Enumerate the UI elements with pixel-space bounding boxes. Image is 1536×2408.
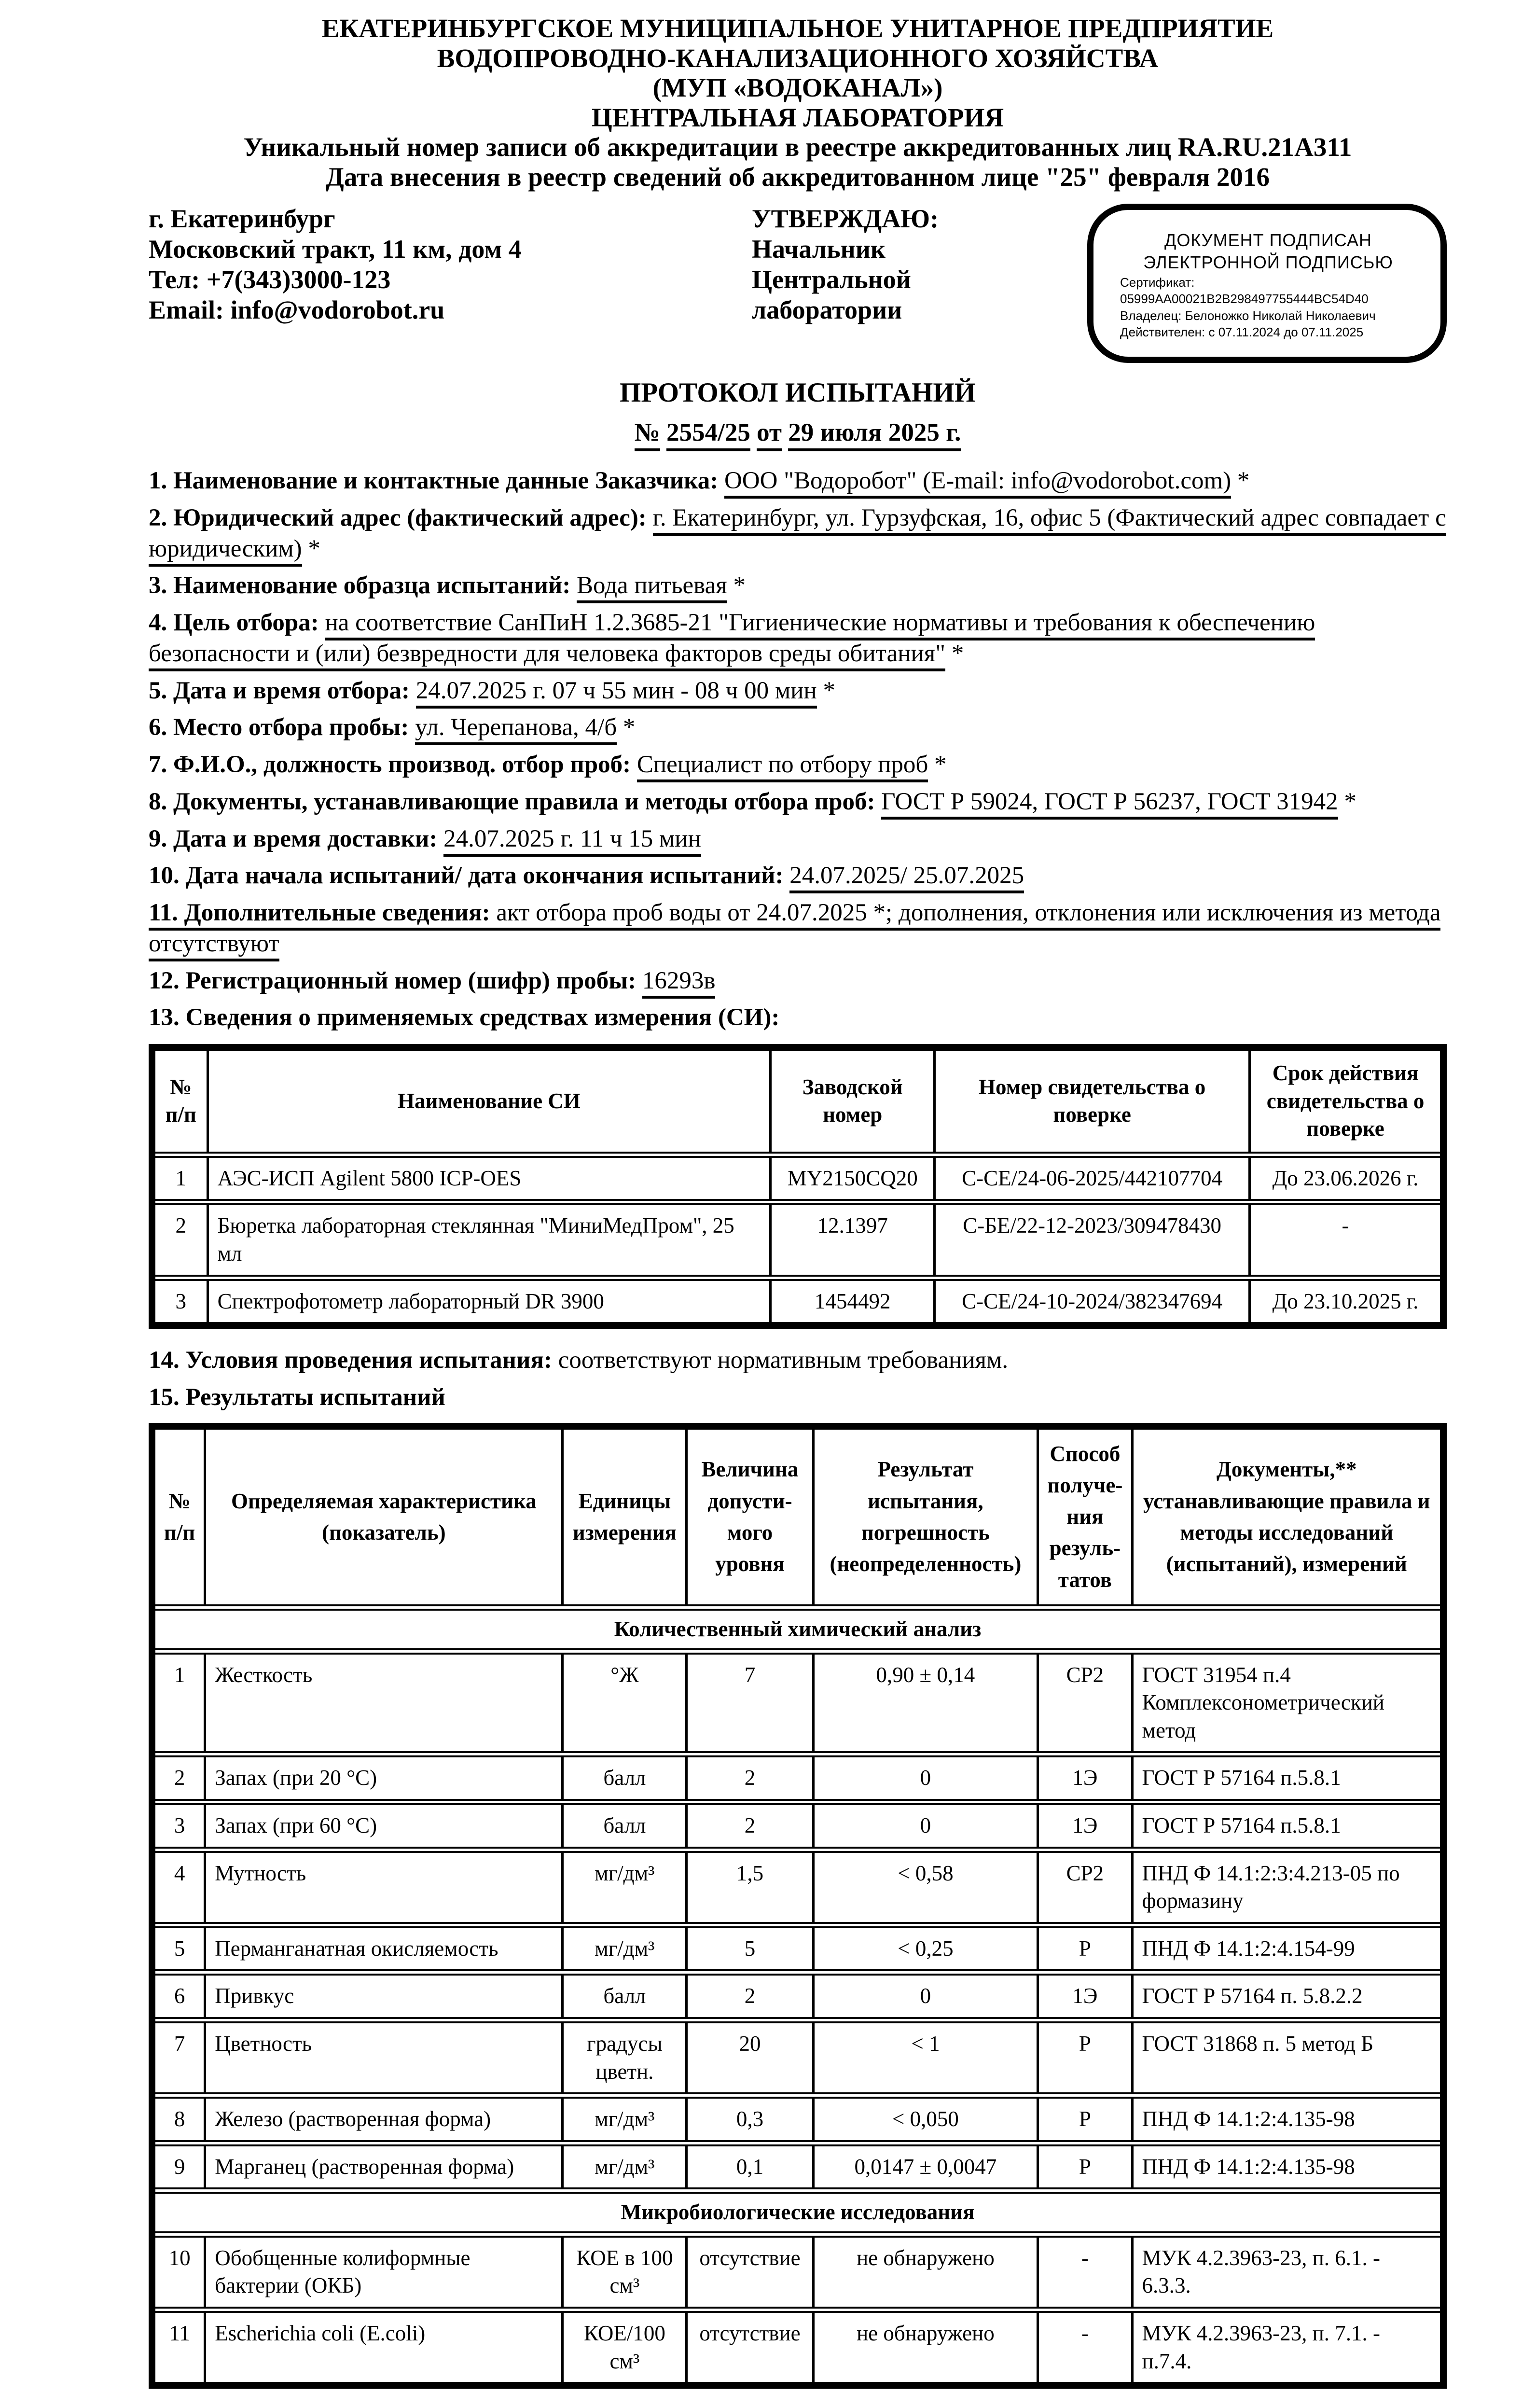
stamp-validity: Действителен: с 07.11.2024 до 07.11.2025 <box>1120 325 1364 340</box>
approval-position-line2: лаборатории <box>752 295 902 325</box>
item-label: 5. Дата и время отбора: <box>149 677 410 704</box>
footnote-star: * <box>951 640 964 667</box>
result-cell: не обнаружено <box>813 2234 1038 2310</box>
protocol-item-4 <box>149 608 1447 669</box>
table-row <box>152 1651 1443 1754</box>
result-cell: 20 <box>687 2020 813 2095</box>
si-cell: 12.1397 <box>771 1202 935 1278</box>
footnote-star: * <box>1237 467 1250 495</box>
result-cell: ГОСТ Р 57164 п. 5.8.2.2 <box>1132 1973 1443 2020</box>
digital-signature-stamp <box>1087 204 1447 363</box>
result-cell: градусы цветн. <box>563 2020 687 2095</box>
item-label: 1. Наименование и контактные данные Заказчика: <box>149 467 719 495</box>
result-cell: 7 <box>152 2020 205 2095</box>
item-value: 24.07.2025 г. 11 ч 15 мин <box>443 825 701 857</box>
result-cell: Р <box>1038 1925 1132 1973</box>
result-cell: < 1 <box>813 2020 1038 2095</box>
result-cell: отсутствие <box>687 2310 813 2386</box>
protocol-item-5 <box>149 676 1447 707</box>
item-label: 13. Сведения о применяемых средствах измерения (СИ): <box>149 1004 780 1031</box>
result-cell: - <box>1038 2234 1132 2310</box>
column-header: Номер свидетельства о поверке <box>935 1047 1250 1155</box>
item-test-conditions <box>149 1345 1447 1376</box>
result-cell: Escherichia coli (E.coli) <box>205 2310 563 2386</box>
item-underlined-group <box>149 899 1440 961</box>
lab-phone: Тел: +7(343)3000-123 <box>149 264 391 294</box>
item-value: ООО "Водоробот" (E-mail: info@vodorobot.com) <box>724 467 1231 499</box>
result-cell: 2 <box>687 1754 813 1802</box>
result-cell: < 0,050 <box>813 2096 1038 2144</box>
result-cell: КОЕ/100 см³ <box>563 2310 687 2386</box>
item-label: 3. Наименование образца испытаний: <box>149 572 571 599</box>
si-cell: До 23.06.2026 г. <box>1250 1155 1443 1202</box>
result-cell: 2 <box>152 1754 205 1802</box>
result-cell: 2 <box>687 1973 813 2020</box>
item-value: г. Екатеринбург, ул. Гурзуфская, 16, офис 5 (Фактический адрес совпадает с юридическим) <box>149 504 1446 567</box>
table-row <box>152 1850 1443 1925</box>
protocol-item-11 <box>149 898 1447 960</box>
si-cell: АЭС-ИСП Agilent 5800 ICP-OES <box>208 1155 771 1202</box>
result-cell: 6 <box>152 1973 205 2020</box>
table-row <box>152 2096 1443 2144</box>
protocol-item-7 <box>149 750 1447 780</box>
column-header: № п/п <box>152 1047 208 1155</box>
result-cell: балл <box>563 1802 687 1850</box>
result-cell: Запах (при 20 °С) <box>205 1754 563 1802</box>
item-label: 2. Юридический адрес (фактический адрес): <box>149 504 647 531</box>
si-cell: С-СЕ/24-10-2024/382347694 <box>935 1278 1250 1325</box>
result-cell: ГОСТ 31868 п. 5 метод Б <box>1132 2020 1443 2095</box>
lab-email: Email: info@vodorobot.ru <box>149 295 445 325</box>
si-cell: Спектрофотометр лабораторный DR 3900 <box>208 1278 771 1325</box>
footnote-star: * <box>934 751 947 779</box>
stamp-certificate: Сертификат: 05999AA00021B2B298497755444BC54D40 <box>1120 275 1369 306</box>
protocol-number-part: 29 июля 2025 г. <box>788 418 961 451</box>
item-results-heading: 15. Результаты испытаний <box>149 1383 445 1411</box>
lab-city: г. Екатеринбург <box>149 204 335 233</box>
org-name-line2: ВОДОПРОВОДНО-КАНАЛИЗАЦИОННОГО ХОЗЯЙСТВА <box>437 43 1159 73</box>
result-cell: 1Э <box>1038 1973 1132 2020</box>
result-cell: СР2 <box>1038 1850 1132 1925</box>
result-cell: ГОСТ Р 57164 п.5.8.1 <box>1132 1802 1443 1850</box>
result-cell: Железо (растворенная форма) <box>205 2096 563 2144</box>
result-cell: Привкус <box>205 1973 563 2020</box>
item-value: акт отбора проб воды от 24.07.2025 *; дополнения, отклонения или исключения из метода отсутствуют <box>149 899 1441 957</box>
item-label: 8. Документы, устанавливающие правила и методы отбора проб: <box>149 788 875 815</box>
result-cell: 11 <box>152 2310 205 2386</box>
result-cell: мг/дм³ <box>563 2143 687 2191</box>
item-label: 4. Цель отбора: <box>149 609 319 637</box>
item-label: 11. Дополнительные сведения: <box>149 899 490 927</box>
table-row <box>152 2143 1443 2191</box>
test-results-table <box>149 1423 1447 2389</box>
approval-position-line1: Начальник Центральной <box>752 234 911 294</box>
result-cell: 0,0147 ± 0,0047 <box>813 2143 1038 2191</box>
result-cell: 2 <box>687 1802 813 1850</box>
footnote-star: * <box>823 677 835 704</box>
si-header-row <box>152 1047 1443 1155</box>
result-cell: 3 <box>152 1802 205 1850</box>
item-value: 24.07.2025/ 25.07.2025 <box>789 862 1024 893</box>
protocol-item-1 <box>149 466 1447 497</box>
result-cell: 1Э <box>1038 1802 1132 1850</box>
result-cell: мг/дм³ <box>563 2096 687 2144</box>
result-cell: ГОСТ 31954 п.4 Комплексонометрический метод <box>1132 1651 1443 1754</box>
result-cell: 1 <box>152 1651 205 1754</box>
result-cell: мг/дм³ <box>563 1925 687 1973</box>
result-cell: Р <box>1038 2143 1132 2191</box>
column-header: Заводской номер <box>771 1047 935 1155</box>
result-cell: 9 <box>152 2143 205 2191</box>
lab-address: Московский тракт, 11 км, дом 4 <box>149 234 522 264</box>
result-cell: - <box>1038 2310 1132 2386</box>
result-cell: 0,3 <box>687 2096 813 2144</box>
approval-word: УТВЕРЖДАЮ: <box>752 204 939 233</box>
accreditation-date-line: Дата внесения в реестр сведений об аккредитованном лице "25" февраля 2016 <box>326 162 1270 192</box>
table-row <box>152 1802 1443 1850</box>
column-header: Наименование СИ <box>208 1047 771 1155</box>
result-cell: КОЕ в 100 см³ <box>563 2234 687 2310</box>
column-header: Документы,** устанавливающие правила и методы исследований (испытаний), измерений <box>1132 1426 1443 1608</box>
table-row <box>152 2191 1443 2235</box>
column-header: Определяемая характеристика (показатель) <box>205 1426 563 1608</box>
protocol-item-12 <box>149 966 1447 997</box>
result-cell: не обнаружено <box>813 2310 1038 2386</box>
column-header: Срок действия свидетельства о поверке <box>1250 1047 1443 1155</box>
stamp-title-line2: ЭЛЕКТРОННОЙ ПОДПИСЬЮ <box>1143 252 1393 273</box>
result-cell: 1,5 <box>687 1850 813 1925</box>
stamp-title <box>1120 229 1416 275</box>
protocol-number-line <box>149 417 1447 448</box>
footnote-star: * <box>308 535 320 562</box>
result-cell: отсутствие <box>687 2234 813 2310</box>
si-cell: 2 <box>152 1202 208 1278</box>
result-cell: 4 <box>152 1850 205 1925</box>
stamp-title-line1: ДОКУМЕНТ ПОДПИСАН <box>1164 230 1372 250</box>
protocol-item-6 <box>149 712 1447 743</box>
item-value: Вода питьевая <box>577 572 727 603</box>
table-row <box>152 1202 1443 1278</box>
table-row <box>152 2310 1443 2386</box>
table-row <box>152 1278 1443 1325</box>
measuring-instruments-table <box>149 1044 1447 1329</box>
protocol-items <box>149 466 1447 1033</box>
result-cell: Перманганатная окисляемость <box>205 1925 563 1973</box>
si-cell: 3 <box>152 1278 208 1325</box>
org-lab-name: ЦЕНТРАЛЬНАЯ ЛАБОРАТОРИЯ <box>591 102 1004 132</box>
si-cell: MY2150CQ20 <box>771 1155 935 1202</box>
protocol-item-2 <box>149 503 1447 565</box>
column-header: Единицы измерения <box>563 1426 687 1608</box>
result-cell: Мутность <box>205 1850 563 1925</box>
result-cell: 0 <box>813 1802 1038 1850</box>
result-cell: МУК 4.2.3963-23, п. 6.1. - 6.3.3. <box>1132 2234 1443 2310</box>
item-label: 7. Ф.И.О., должность производ. отбор проб: <box>149 751 631 779</box>
section-header-cell: Количественный химический анализ <box>152 1607 1443 1651</box>
protocol-item-9 <box>149 824 1447 855</box>
accreditation-number-line: Уникальный номер записи об аккредитации в реестре аккредитованных лиц RA.RU.21А311 <box>243 132 1352 162</box>
result-cell: 1Э <box>1038 1754 1132 1802</box>
footnote-star: * <box>1344 788 1356 815</box>
result-cell: 7 <box>687 1651 813 1754</box>
column-header: Способ получе-ния резуль-татов <box>1038 1426 1132 1608</box>
protocol-number-part: 2554/25 <box>666 418 750 451</box>
top-info-row <box>149 204 1447 363</box>
result-cell: 5 <box>687 1925 813 1973</box>
result-cell: 0,90 ± 0,14 <box>813 1651 1038 1754</box>
item-value: ул. Черепанова, 4/б <box>415 714 617 745</box>
result-cell: ПНД Ф 14.1:2:4.135-98 <box>1132 2096 1443 2144</box>
item-value: 24.07.2025 г. 07 ч 55 мин - 08 ч 00 мин <box>416 677 817 709</box>
result-cell: мг/дм³ <box>563 1850 687 1925</box>
result-cell: Р <box>1038 2020 1132 2095</box>
protocol-item-10 <box>149 861 1447 891</box>
result-cell: балл <box>563 1973 687 2020</box>
table-row <box>152 2234 1443 2310</box>
result-cell: °Ж <box>563 1651 687 1754</box>
result-cell: Цветность <box>205 2020 563 2095</box>
table-row <box>152 1754 1443 1802</box>
table-row <box>152 1607 1443 1651</box>
result-cell: ПНД Ф 14.1:2:4.135-98 <box>1132 2143 1443 2191</box>
result-cell: ПНД Ф 14.1:2:4.154-99 <box>1132 1925 1443 1973</box>
si-cell: До 23.10.2025 г. <box>1250 1278 1443 1325</box>
result-cell: 0 <box>813 1973 1038 2020</box>
org-name-line1: ЕКАТЕРИНБУРГСКОЕ МУНИЦИПАЛЬНОЕ УНИТАРНОЕ ПРЕДПРИЯТИЕ <box>321 14 1274 43</box>
item-label: 6. Место отбора пробы: <box>149 714 409 741</box>
results-header-row <box>152 1426 1443 1608</box>
si-cell: - <box>1250 1202 1443 1278</box>
result-cell: 0,1 <box>687 2143 813 2191</box>
result-cell: СР2 <box>1038 1651 1132 1754</box>
approval-block <box>752 204 1051 326</box>
footnote-star: * <box>623 714 636 741</box>
stamp-owner: Владелец: Белоножко Николай Николаевич <box>1120 308 1376 323</box>
protocol-number-part: от <box>757 418 782 451</box>
table-row <box>152 1973 1443 2020</box>
item-label: 9. Дата и время доставки: <box>149 825 438 852</box>
protocol-item-8 <box>149 787 1447 818</box>
result-cell: балл <box>563 1754 687 1802</box>
item-value: ГОСТ Р 59024, ГОСТ Р 56237, ГОСТ 31942 <box>881 788 1338 820</box>
result-cell: 5 <box>152 1925 205 1973</box>
result-cell: ПНД Ф 14.1:2:3:4.213-05 по формазину <box>1132 1850 1443 1925</box>
result-cell: Запах (при 60 °С) <box>205 1802 563 1850</box>
org-name-line3: (МУП «ВОДОКАНАЛ») <box>652 73 943 103</box>
si-cell: С-БЕ/22-12-2023/309478430 <box>935 1202 1250 1278</box>
protocol-item-13 <box>149 1002 1447 1033</box>
section-header-cell: Микробиологические исследования <box>152 2191 1443 2235</box>
protocol-title: ПРОТОКОЛ ИСПЫТАНИЙ <box>619 377 976 408</box>
item-value: на соответствие СанПиН 1.2.3685-21 "Гигиенические нормативы и требования к обеспечению безопасности и (или) безвредности для человека факторов среды обитания" <box>149 609 1315 671</box>
table-row <box>152 1925 1443 1973</box>
column-header: Величина допусти-мого уровня <box>687 1426 813 1608</box>
protocol-item-3 <box>149 571 1447 601</box>
item-value: Специалист по отбору проб <box>637 751 928 782</box>
item-label: 10. Дата начала испытаний/ дата окончания испытаний: <box>149 862 784 890</box>
protocol-number-part: № <box>635 418 660 451</box>
item14-label: 14. Условия проведения испытания: <box>149 1347 552 1374</box>
item-value: 16293в <box>642 967 716 999</box>
column-header: Результат испытания, погрешность (неопределенность) <box>813 1426 1038 1608</box>
result-cell: 10 <box>152 2234 205 2310</box>
result-cell: 0 <box>813 1754 1038 1802</box>
table-row <box>152 1155 1443 1202</box>
si-cell: Бюретка лабораторная стеклянная "МиниМедПром", 25 мл <box>208 1202 771 1278</box>
result-cell: Обобщенные колиформные бактерии (ОКБ) <box>205 2234 563 2310</box>
footnote-star: * <box>733 572 746 599</box>
result-cell: 8 <box>152 2096 205 2144</box>
result-cell: Р <box>1038 2096 1132 2144</box>
result-cell: < 0,25 <box>813 1925 1038 1973</box>
org-header <box>149 14 1447 192</box>
result-cell: < 0,58 <box>813 1850 1038 1925</box>
si-cell: С-СЕ/24-06-2025/442107704 <box>935 1155 1250 1202</box>
table-row <box>152 2020 1443 2095</box>
result-cell: Марганец (растворенная форма) <box>205 2143 563 2191</box>
column-header: № п/п <box>152 1426 205 1608</box>
item-label: 12. Регистрационный номер (шифр) пробы: <box>149 967 637 994</box>
result-cell: ГОСТ Р 57164 п.5.8.1 <box>1132 1754 1443 1802</box>
stamp-details <box>1120 274 1416 340</box>
result-cell: МУК 4.2.3963-23, п. 7.1. - п.7.4. <box>1132 2310 1443 2386</box>
item14-value: соответствуют нормативным требованиям. <box>558 1347 1009 1374</box>
result-cell: Жесткость <box>205 1651 563 1754</box>
si-cell: 1454492 <box>771 1278 935 1325</box>
si-cell: 1 <box>152 1155 208 1202</box>
lab-contacts-block <box>149 204 752 326</box>
